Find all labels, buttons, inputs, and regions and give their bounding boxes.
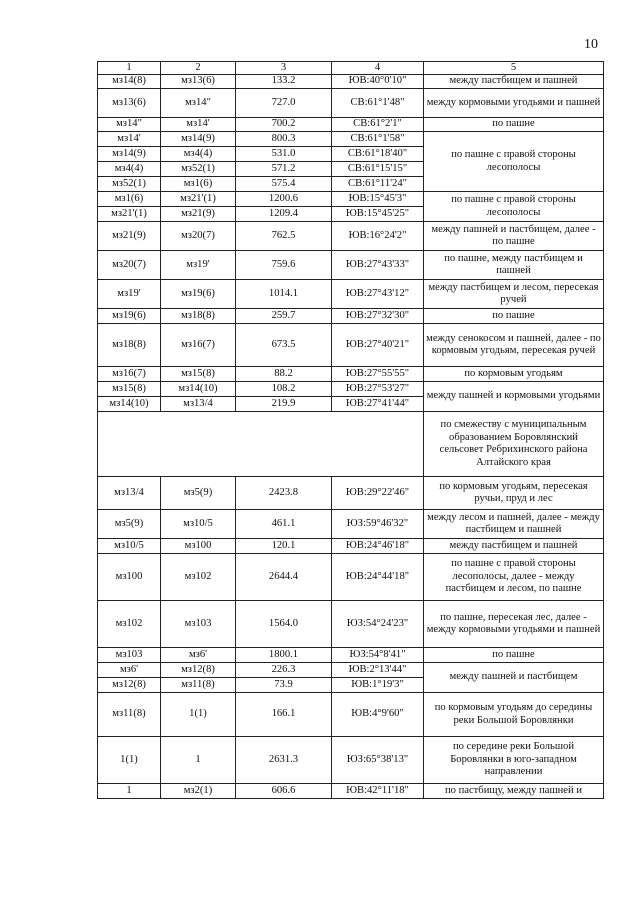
from-point: мз16(7) bbox=[98, 367, 161, 382]
direction: ЮВ:27°43'33" bbox=[332, 251, 424, 280]
header-cell: 5 bbox=[424, 62, 604, 75]
direction: ЮВ:27°41'44" bbox=[332, 397, 424, 412]
table-row bbox=[98, 75, 604, 89]
length: 133.2 bbox=[236, 75, 332, 89]
description: по пашне с правой стороны лесополосы bbox=[424, 192, 604, 222]
from-point: мз19(6) bbox=[98, 309, 161, 324]
direction: ЮЗ:59°46'32" bbox=[332, 510, 424, 539]
length: 1200.6 bbox=[236, 192, 332, 207]
description: между лесом и пашней, далее - между пастбищем и пашней bbox=[424, 510, 604, 539]
direction: СВ:61°1'58" bbox=[332, 132, 424, 147]
from-point: мз18(8) bbox=[98, 324, 161, 367]
length: 1014.1 bbox=[236, 280, 332, 309]
length: 2631.3 bbox=[236, 737, 332, 784]
from-point: мз12(8) bbox=[98, 678, 161, 693]
length: 759.6 bbox=[236, 251, 332, 280]
description: между пашней и пастбищем bbox=[424, 663, 604, 693]
description: между пашней и кормовыми угодьями bbox=[424, 382, 604, 412]
table-row bbox=[98, 648, 604, 663]
description: по кормовым угодьям bbox=[424, 367, 604, 382]
from-point: мз14' bbox=[98, 132, 161, 147]
direction: ЮВ:16°24'2" bbox=[332, 222, 424, 251]
table-row bbox=[98, 132, 604, 147]
from-point: мз20(7) bbox=[98, 251, 161, 280]
length: 166.1 bbox=[236, 693, 332, 737]
direction: СВ:61°18'40" bbox=[332, 147, 424, 162]
to-point: мз20(7) bbox=[161, 222, 236, 251]
from-point: мз14(8) bbox=[98, 75, 161, 89]
to-point: мз1(6) bbox=[161, 177, 236, 192]
length: 108.2 bbox=[236, 382, 332, 397]
to-point: мз100 bbox=[161, 539, 236, 554]
to-point: мз13(6) bbox=[161, 75, 236, 89]
direction: ЮЗ:65°38'13" bbox=[332, 737, 424, 784]
direction: ЮВ:1°19'3" bbox=[332, 678, 424, 693]
to-point: мз52(1) bbox=[161, 162, 236, 177]
description: между пастбищем и пашней bbox=[424, 75, 604, 89]
description: по пастбищу, между пашней и bbox=[424, 784, 604, 799]
from-point: мз6' bbox=[98, 663, 161, 678]
description: по кормовым угодьям до середины реки Большой Боровлянки bbox=[424, 693, 604, 737]
header-cell: 1 bbox=[98, 62, 161, 75]
table-row bbox=[98, 510, 604, 539]
to-point: мз19(6) bbox=[161, 280, 236, 309]
length: 531.0 bbox=[236, 147, 332, 162]
from-point: мз11(8) bbox=[98, 693, 161, 737]
from-point: мз102 bbox=[98, 601, 161, 648]
direction: СВ:61°1'48" bbox=[332, 89, 424, 118]
from-point: мз19' bbox=[98, 280, 161, 309]
from-point: мз103 bbox=[98, 648, 161, 663]
to-point: мз21(9) bbox=[161, 207, 236, 222]
from-point: мз21(9) bbox=[98, 222, 161, 251]
header-cell: 3 bbox=[236, 62, 332, 75]
length: 2423.8 bbox=[236, 477, 332, 510]
from-point: 1 bbox=[98, 784, 161, 799]
description: по пашне, между пастбищем и пашней bbox=[424, 251, 604, 280]
table-row bbox=[98, 663, 604, 678]
length: 673.5 bbox=[236, 324, 332, 367]
description: по кормовым угодьям, пересекая ручьи, пруд и лес bbox=[424, 477, 604, 510]
description: между кормовыми угодьями и пашней bbox=[424, 89, 604, 118]
from-point: 1(1) bbox=[98, 737, 161, 784]
direction: ЮВ:15°45'3" bbox=[332, 192, 424, 207]
description: между пашней и пастбищем, далее - по пашне bbox=[424, 222, 604, 251]
table-row bbox=[98, 601, 604, 648]
table-row bbox=[98, 309, 604, 324]
length: 461.1 bbox=[236, 510, 332, 539]
table-row bbox=[98, 412, 604, 477]
header-cell: 4 bbox=[332, 62, 424, 75]
direction: ЮВ:27°53'27" bbox=[332, 382, 424, 397]
description: между сенокосом и пашней, далее - по кормовым угодьям, пересекая ручей bbox=[424, 324, 604, 367]
length: 800.3 bbox=[236, 132, 332, 147]
direction: СВ:61°11'24" bbox=[332, 177, 424, 192]
table-row bbox=[98, 222, 604, 251]
to-point: мз102 bbox=[161, 554, 236, 601]
length: 259.7 bbox=[236, 309, 332, 324]
description: по пашне bbox=[424, 118, 604, 132]
to-point: мз2(1) bbox=[161, 784, 236, 799]
description: по пашне bbox=[424, 309, 604, 324]
length: 73.9 bbox=[236, 678, 332, 693]
length: 120.1 bbox=[236, 539, 332, 554]
description: по пашне с правой стороны лесополосы, далее - между пастбищем и лесом, по пашне bbox=[424, 554, 604, 601]
blank-cell bbox=[98, 412, 424, 477]
to-point: мз15(8) bbox=[161, 367, 236, 382]
table-row bbox=[98, 367, 604, 382]
from-point: мз14" bbox=[98, 118, 161, 132]
length: 219.9 bbox=[236, 397, 332, 412]
description: по пашне с правой стороны лесополосы bbox=[424, 132, 604, 192]
length: 575.4 bbox=[236, 177, 332, 192]
from-point: мз100 bbox=[98, 554, 161, 601]
table-row bbox=[98, 89, 604, 118]
table-row bbox=[98, 382, 604, 397]
to-point: мз11(8) bbox=[161, 678, 236, 693]
table-row bbox=[98, 539, 604, 554]
from-point: мз21'(1) bbox=[98, 207, 161, 222]
table-row bbox=[98, 737, 604, 784]
table-header-row bbox=[98, 62, 604, 75]
description: по смежеству с муниципальным образованием Боровлянский сельсовет Ребрихинского района Алтайского края bbox=[424, 412, 604, 477]
length: 700.2 bbox=[236, 118, 332, 132]
from-point: мз13/4 bbox=[98, 477, 161, 510]
to-point: мз103 bbox=[161, 601, 236, 648]
header-cell: 2 bbox=[161, 62, 236, 75]
length: 606.6 bbox=[236, 784, 332, 799]
to-point: мз14" bbox=[161, 89, 236, 118]
table-row bbox=[98, 192, 604, 207]
table-row bbox=[98, 477, 604, 510]
to-point: 1 bbox=[161, 737, 236, 784]
direction: СВ:61°15'15" bbox=[332, 162, 424, 177]
to-point: мз6' bbox=[161, 648, 236, 663]
description: по пашне, пересекая лес, далее - между кормовыми угодьями и пашней bbox=[424, 601, 604, 648]
direction: ЮВ:42°11'18" bbox=[332, 784, 424, 799]
table-row bbox=[98, 554, 604, 601]
from-point: мз1(6) bbox=[98, 192, 161, 207]
length: 762.5 bbox=[236, 222, 332, 251]
to-point: мз4(4) bbox=[161, 147, 236, 162]
to-point: мз5(9) bbox=[161, 477, 236, 510]
direction: ЮВ:4°9'60" bbox=[332, 693, 424, 737]
length: 1564.0 bbox=[236, 601, 332, 648]
table-row bbox=[98, 251, 604, 280]
direction: ЮВ:24°46'18" bbox=[332, 539, 424, 554]
to-point: мз13/4 bbox=[161, 397, 236, 412]
length: 571.2 bbox=[236, 162, 332, 177]
from-point: мз14(10) bbox=[98, 397, 161, 412]
from-point: мз15(8) bbox=[98, 382, 161, 397]
direction: ЮЗ:54°8'41" bbox=[332, 648, 424, 663]
length: 2644.4 bbox=[236, 554, 332, 601]
length: 88.2 bbox=[236, 367, 332, 382]
to-point: мз18(8) bbox=[161, 309, 236, 324]
from-point: мз52(1) bbox=[98, 177, 161, 192]
table-row bbox=[98, 118, 604, 132]
page-number: 10 bbox=[584, 37, 598, 52]
direction: ЮЗ:54°24'23" bbox=[332, 601, 424, 648]
from-point: мз4(4) bbox=[98, 162, 161, 177]
direction: ЮВ:29°22'46" bbox=[332, 477, 424, 510]
length: 1209.4 bbox=[236, 207, 332, 222]
length: 727.0 bbox=[236, 89, 332, 118]
description: по пашне bbox=[424, 648, 604, 663]
to-point: мз14(10) bbox=[161, 382, 236, 397]
direction: СВ:61°2'1" bbox=[332, 118, 424, 132]
from-point: мз14(9) bbox=[98, 147, 161, 162]
length: 1800.1 bbox=[236, 648, 332, 663]
direction: ЮВ:40°0'10" bbox=[332, 75, 424, 89]
direction: ЮВ:2°13'44" bbox=[332, 663, 424, 678]
description: между пастбищем и лесом, пересекая ручей bbox=[424, 280, 604, 309]
direction: ЮВ:27°55'55" bbox=[332, 367, 424, 382]
description: между пастбищем и пашней bbox=[424, 539, 604, 554]
description: по середине реки Большой Боровлянки в юго-западном направлении bbox=[424, 737, 604, 784]
direction: ЮВ:27°43'12" bbox=[332, 280, 424, 309]
length: 226.3 bbox=[236, 663, 332, 678]
table-row bbox=[98, 784, 604, 799]
table-row bbox=[98, 693, 604, 737]
to-point: мз19' bbox=[161, 251, 236, 280]
to-point: мз14(9) bbox=[161, 132, 236, 147]
to-point: мз14' bbox=[161, 118, 236, 132]
to-point: мз16(7) bbox=[161, 324, 236, 367]
table-row bbox=[98, 324, 604, 367]
from-point: мз5(9) bbox=[98, 510, 161, 539]
to-point: мз12(8) bbox=[161, 663, 236, 678]
direction: ЮВ:24°44'18" bbox=[332, 554, 424, 601]
to-point: 1(1) bbox=[161, 693, 236, 737]
from-point: мз13(6) bbox=[98, 89, 161, 118]
boundary-table bbox=[97, 61, 604, 799]
from-point: мз10/5 bbox=[98, 539, 161, 554]
table-row bbox=[98, 280, 604, 309]
direction: ЮВ:27°40'21" bbox=[332, 324, 424, 367]
direction: ЮВ:27°32'30" bbox=[332, 309, 424, 324]
to-point: мз21'(1) bbox=[161, 192, 236, 207]
to-point: мз10/5 bbox=[161, 510, 236, 539]
direction: ЮВ:15°45'25" bbox=[332, 207, 424, 222]
